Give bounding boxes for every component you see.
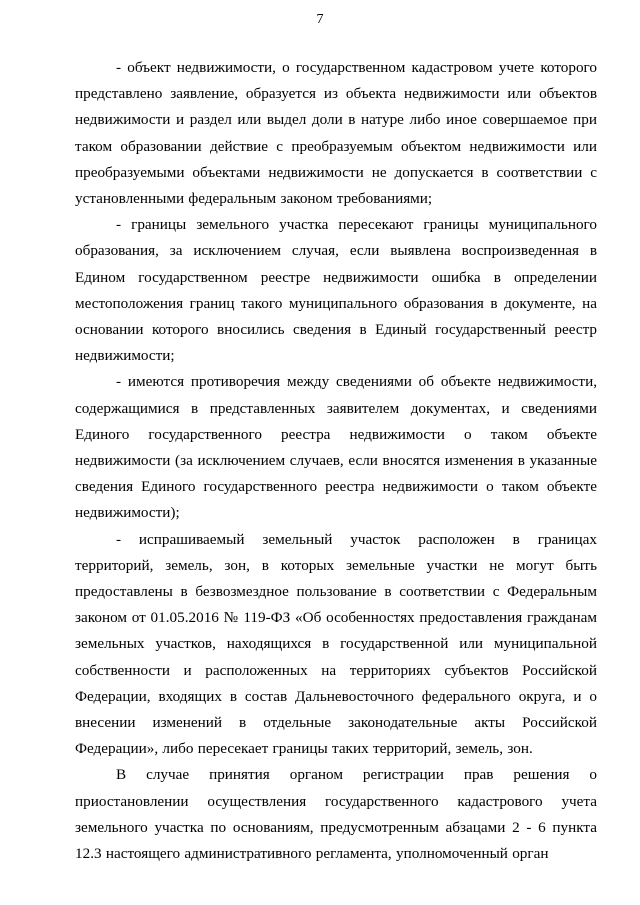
paragraph-suspension-decision: В случае принятия органом регистрации прав решения о приостановлении осуществления государственного кадастрового учета земельного участка по основаниям, предусмотренным абзацами 2 - 6 пункта 12.3 настоящего административного регламента, уполномоченный орган [75,766,597,863]
paragraph-far-east-law: - испрашиваемый земельный участок расположен в границах территорий, земель, зон, в которых земельные участки не могут быть предоставлены в безвозмездное пользование в соответствии с Федеральным законом от 01.05.2016 № 119-ФЗ «Об особенностях предоставления гражданам земельных участков, находящихся в государственной или муниципальной собственности и расположенных на территориях субъектов Российской Федерации, входящих в состав Дальневосточного федерального округа, и о внесении изменений в отдельные законодательные акты Российской Федерации», либо пересекает границы таких территорий, земель, зон. [75,530,597,758]
page-number: 7 [316,12,324,27]
paragraph-object-formation: - объект недвижимости, о государственном кадастровом учете которого представлено заявление, образуется из объекта недвижимости или объектов недвижимости и раздел или выдел доли в натуре либо иное совершаемое при таком образовании действие с преобразуемым объектом недвижимости или преобразуемыми объектами недвижимости не допускается в соответствии с установленными федеральным законом требованиями; [75,59,597,208]
paragraph-contradictions: - имеются противоречия между сведениями об объекте недвижимости, содержащимися в представленных заявителем документах, и сведениями Единого государственного реестра недвижимости о таком объекте недвижимости (за исключением случаев, если вносятся изменения в указанные сведения Единого государственного реестра недвижимости о таком объекте недвижимости); [75,373,597,522]
document-body [75,55,597,867]
paragraph-municipal-boundaries: - границы земельного участка пересекают границы муниципального образования, за исключением случая, если выявлена воспроизведенная в Едином государственном реестре недвижимости ошибка в определении местоположения границ такого муниципального образования в документе, на основании которого вносились сведения в Единый государственный реестр недвижимости; [75,216,597,365]
